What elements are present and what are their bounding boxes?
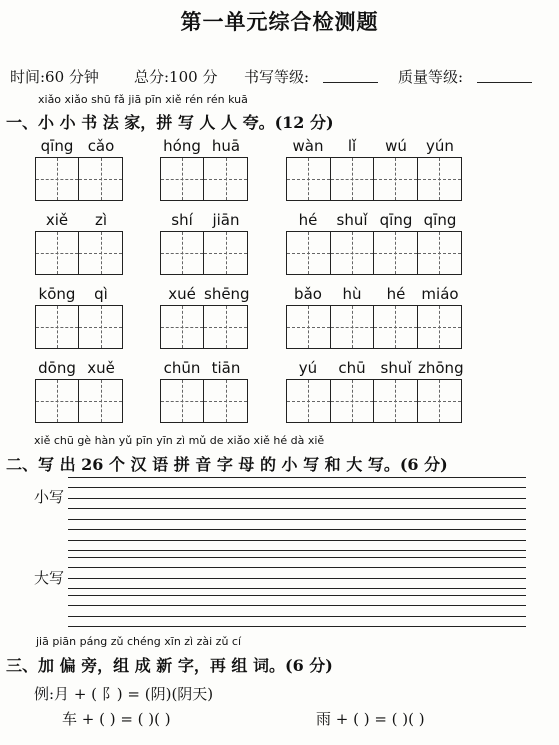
writing-grid[interactable] — [160, 305, 248, 349]
grid-pinyin: wú — [385, 137, 407, 155]
lowercase-writing-line-1[interactable] — [68, 477, 526, 509]
grid-pinyin: xiě — [45, 211, 69, 229]
grid-cell[interactable] — [418, 306, 462, 348]
example-line: 例:月 + ( 阝) = (阴)(阴天) — [34, 685, 214, 703]
grid-cell[interactable] — [374, 232, 418, 274]
question-che[interactable]: 车 + ( ) = ( )( ) — [62, 710, 171, 728]
grid-pinyin: qīng — [423, 211, 457, 229]
section1-heading: 一、小 小 书 法 家，拼 写 人 人 夸。(12 分) — [6, 113, 334, 132]
grid-cell[interactable] — [204, 232, 247, 274]
total-score-info: 总分:100 分 — [134, 68, 218, 86]
grid-cell[interactable] — [331, 158, 375, 200]
grid-pinyin: lǐ — [347, 137, 357, 155]
grid-pinyin: shuǐ — [380, 359, 412, 377]
grid-pinyin: hé — [298, 211, 318, 229]
uppercase-writing-line-1[interactable] — [68, 557, 526, 589]
grid-cell[interactable] — [36, 380, 79, 422]
uppercase-writing-line-2[interactable] — [68, 595, 526, 627]
grid-cell[interactable] — [374, 306, 418, 348]
grid-cell[interactable] — [79, 380, 122, 422]
time-info: 时间:60 分钟 — [10, 68, 99, 86]
section3-heading: 三、加 偏 旁，组 成 新 字，再 组 词。(6 分) — [6, 656, 333, 675]
grid-pinyin: dōng — [38, 359, 76, 377]
grid-cell[interactable] — [204, 158, 247, 200]
grid-cell[interactable] — [204, 306, 247, 348]
writing-grid[interactable] — [35, 231, 123, 275]
section2-pinyin: xiě chū gè hàn yǔ pīn yīn zì mǔ de xiǎo xiě hé dà xiě — [34, 434, 325, 447]
grid-cell[interactable] — [79, 158, 122, 200]
grid-pinyin: wàn — [292, 137, 324, 155]
grid-cell[interactable] — [287, 306, 331, 348]
writing-grid[interactable] — [160, 157, 248, 201]
grid-pinyin: kōng — [38, 285, 76, 303]
grid-cell[interactable] — [161, 232, 204, 274]
grid-pinyin: hóng — [163, 137, 201, 155]
question-yu[interactable]: 雨 + ( ) = ( )( ) — [316, 710, 425, 728]
grid-cell[interactable] — [161, 306, 204, 348]
grid-pinyin: huā — [211, 137, 241, 155]
grid-cell[interactable] — [79, 232, 122, 274]
grid-cell[interactable] — [36, 306, 79, 348]
writing-grid[interactable] — [35, 305, 123, 349]
grid-pinyin: zhōng — [418, 359, 464, 377]
writing-grid[interactable] — [286, 231, 462, 275]
grid-cell[interactable] — [161, 380, 204, 422]
page-title: 第一单元综合检测题 — [180, 9, 379, 34]
grid-pinyin: miáo — [421, 285, 459, 303]
writing-grid[interactable] — [35, 379, 123, 423]
writing-grid[interactable] — [286, 157, 462, 201]
grid-cell[interactable] — [79, 306, 122, 348]
grid-cell[interactable] — [374, 158, 418, 200]
grid-cell[interactable] — [418, 380, 462, 422]
writing-grade-label: 书写等级: — [244, 68, 310, 86]
grid-cell[interactable] — [161, 158, 204, 200]
grid-pinyin: xué — [168, 285, 196, 303]
grid-pinyin: jiān — [212, 211, 240, 229]
grid-cell[interactable] — [331, 306, 375, 348]
section2-heading: 二、写 出 26 个 汉 语 拼 音 字 母 的 小 写 和 大 写。(6 分) — [6, 455, 448, 474]
grid-pinyin: shí — [171, 211, 193, 229]
writing-grade-blank[interactable] — [323, 82, 378, 83]
uppercase-label: 大写 — [34, 569, 65, 587]
writing-grid[interactable] — [286, 305, 462, 349]
grid-pinyin: yú — [298, 359, 318, 377]
grid-pinyin: chūn — [163, 359, 201, 377]
grid-pinyin: qì — [94, 285, 108, 303]
grid-pinyin: cǎo — [87, 137, 115, 155]
grid-cell[interactable] — [204, 380, 247, 422]
grid-pinyin: bǎo — [294, 285, 322, 303]
writing-grid[interactable] — [160, 231, 248, 275]
grid-pinyin: hù — [342, 285, 362, 303]
writing-grid[interactable] — [35, 157, 123, 201]
grid-pinyin: chū — [338, 359, 366, 377]
grid-cell[interactable] — [36, 232, 79, 274]
grid-cell[interactable] — [36, 158, 79, 200]
grid-cell[interactable] — [287, 232, 331, 274]
grid-cell[interactable] — [331, 232, 375, 274]
quality-grade-blank[interactable] — [477, 82, 532, 83]
section3-pinyin: jiā piān páng zǔ chéng xīn zì zài zǔ cí — [36, 635, 242, 648]
grid-pinyin: zì — [94, 211, 108, 229]
quality-grade-label: 质量等级: — [398, 68, 464, 86]
grid-cell[interactable] — [418, 232, 462, 274]
lowercase-writing-line-2[interactable] — [68, 519, 526, 551]
grid-pinyin: shēng — [204, 285, 250, 303]
grid-pinyin: tiān — [211, 359, 241, 377]
grid-cell[interactable] — [331, 380, 375, 422]
grid-pinyin: qīng — [40, 137, 74, 155]
lowercase-label: 小写 — [34, 488, 65, 506]
grid-cell[interactable] — [418, 158, 462, 200]
grid-pinyin: hé — [386, 285, 406, 303]
grid-pinyin: xuě — [87, 359, 115, 377]
grid-cell[interactable] — [374, 380, 418, 422]
writing-grid[interactable] — [286, 379, 462, 423]
grid-cell[interactable] — [287, 380, 331, 422]
grid-cell[interactable] — [287, 158, 331, 200]
writing-grid[interactable] — [160, 379, 248, 423]
grid-pinyin: qīng — [379, 211, 413, 229]
grid-pinyin: yún — [426, 137, 454, 155]
section1-pinyin: xiǎo xiǎo shū fǎ jiā pīn xiě rén rén kuā — [38, 93, 248, 106]
grid-pinyin: shuǐ — [336, 211, 368, 229]
